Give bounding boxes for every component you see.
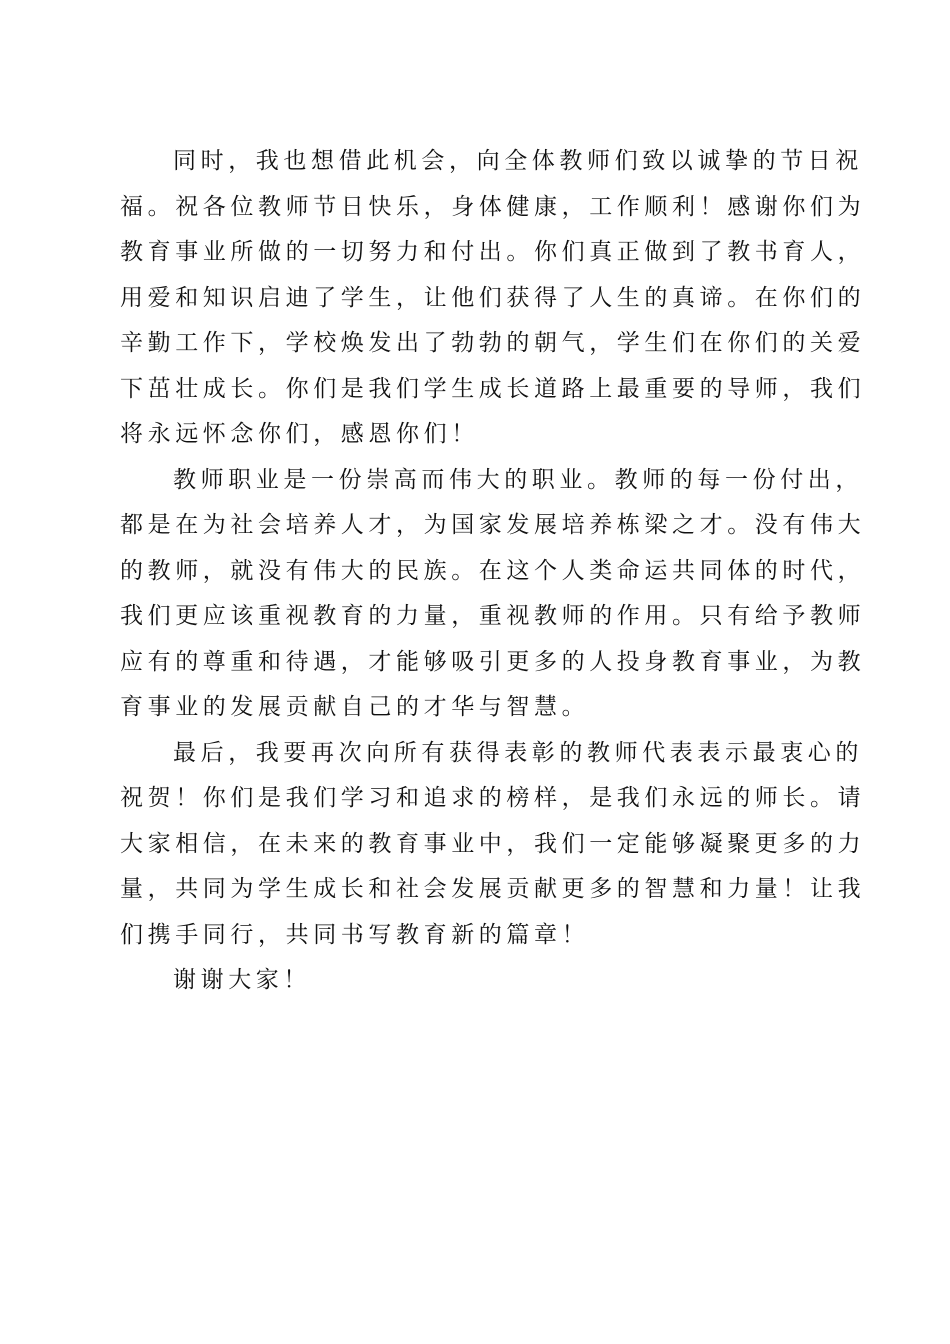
text-line: 最后，我要再次向所有获得表彰的教师代表表示最衷心的 — [173, 739, 863, 766]
paragraph-thanks — [120, 958, 826, 1004]
text-line: 们携手同行，共同书写教育新的篇章！ — [120, 921, 590, 948]
text-line: 福。祝各位教师节日快乐，身体健康，工作顺利！感谢你们为 — [120, 193, 866, 220]
text-line: 我们更应该重视教育的力量，重视教师的作用。只有给予教师 — [120, 603, 866, 629]
text-line: 的教师，就没有伟大的民族。在这个人类命运共同体的时代， — [120, 557, 866, 584]
text-line: 下茁壮成长。你们是我们学生成长道路上最重要的导师，我们 — [120, 375, 866, 402]
paragraph-profession — [120, 458, 866, 731]
document-body — [120, 139, 866, 1004]
text-line: 量，共同为学生成长和社会发展贡献更多的智慧和力量！让我 — [120, 876, 866, 902]
text-line: 教育事业所做的一切努力和付出。你们真正做到了教书育人， — [120, 239, 866, 265]
text-line: 将永远怀念你们，感恩你们！ — [120, 421, 479, 447]
text-line: 应有的尊重和待遇，才能够吸引更多的人投身教育事业，为教 — [120, 648, 866, 675]
text-line: 都是在为社会培养人才，为国家发展培养栋梁之才。没有伟大 — [120, 512, 866, 538]
text-line: 辛勤工作下，学校焕发出了勃勃的朝气，学生们在你们的关爱 — [120, 330, 866, 356]
text-line: 同时，我也想借此机会，向全体教师们致以诚挚的节日祝 — [173, 148, 863, 174]
paragraph-congratulations — [120, 731, 866, 959]
text-line: 谢谢大家！ — [173, 967, 311, 993]
text-line: 用爱和知识启迪了学生，让他们获得了人生的真谛。在你们的 — [120, 284, 866, 311]
text-line: 教师职业是一份崇高而伟大的职业。教师的每一份付出， — [173, 466, 863, 493]
paragraph-greetings — [120, 139, 866, 458]
text-line: 大家相信，在未来的教育事业中，我们一定能够凝聚更多的力 — [120, 830, 866, 857]
text-line: 育事业的发展贡献自己的才华与智慧。 — [120, 694, 590, 720]
text-line: 祝贺！你们是我们学习和追求的榜样，是我们永远的师长。请 — [120, 785, 866, 811]
